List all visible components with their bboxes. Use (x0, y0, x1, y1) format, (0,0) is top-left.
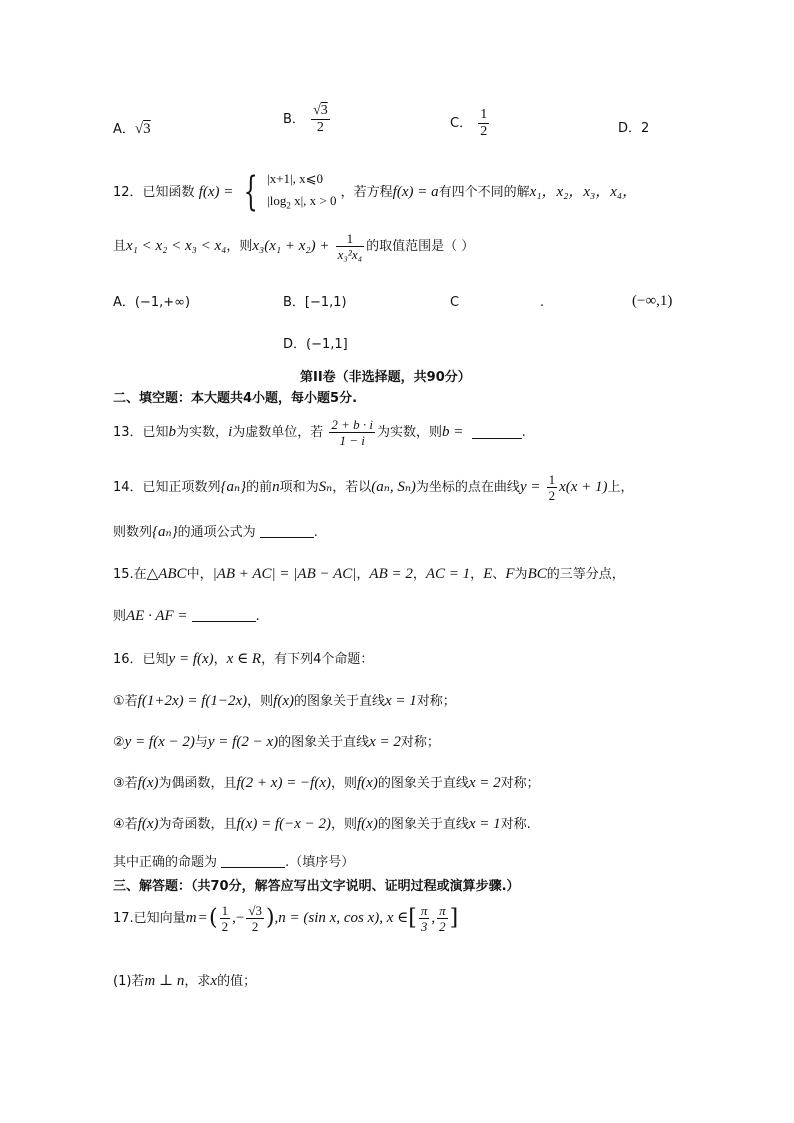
question-text: ，则 (247, 694, 274, 709)
vector-n: ,n = (sin x, cos x), x ∈ (274, 910, 409, 926)
question-text: 与 (194, 735, 208, 750)
question-16 (113, 652, 373, 667)
bracket-open: [ (408, 905, 417, 931)
question-text: 17.已知向量 (113, 911, 186, 926)
question-text: 为坐标的点在曲线 (415, 480, 520, 495)
fraction-numerator: π (439, 903, 446, 918)
q12-option-a: A．(−1,+∞) (113, 295, 191, 310)
case-2-log: |log (267, 193, 287, 208)
function: f(x) (357, 775, 378, 791)
question-text: 项和为 (279, 480, 319, 495)
question-text: 则数列 (113, 525, 153, 540)
fraction-denominator: 2 (311, 119, 330, 135)
fraction-denominator: 2 (246, 918, 264, 933)
q12-option-c-value: (−∞,1) (632, 293, 673, 309)
point: (aₙ, Sₙ) (371, 479, 416, 495)
function-label: f(x) = (198, 183, 234, 200)
question-text: ，有下列4个命题： (261, 652, 374, 667)
question-text: ，若以 (332, 480, 372, 495)
vector-m: m (185, 910, 197, 926)
question-text: ③若 (113, 776, 138, 791)
question-text: 的图象关于直线 (294, 694, 386, 709)
question-text: 16．已知 (113, 652, 169, 667)
function: y = f(x) (168, 651, 214, 667)
function: f(x) (137, 816, 159, 832)
question-text: 、 (492, 567, 506, 582)
point-e: E (483, 566, 493, 582)
question-text: (1)若 (113, 974, 145, 989)
part-2-title: 第II卷（非选择题，共90分） (300, 370, 471, 385)
question-text: ，求 (184, 974, 211, 989)
question-text: ①若 (113, 694, 138, 709)
expression: x₃(x₁ + x₂) + (252, 238, 330, 254)
case-1: |x+1|, x⩽0 (267, 171, 324, 186)
length-ab: AB = 2 (369, 566, 413, 582)
paren-close: ) (265, 905, 275, 931)
proposition-3 (113, 776, 540, 791)
function: f(x) (357, 816, 378, 832)
question-17: 17.已知向量m =( $\frac{1}{2}$ ,− $\frac{√3}{2}$ ),n = (sin x, cos x), x ∈[ $\frac{\pi}{3}$ , $\frac{\pi}{2}$ ] (113, 903, 459, 934)
variables: x₁，x₂，x₃，x₄， (529, 183, 638, 200)
sequence: {aₙ} (220, 479, 247, 495)
function: f(x) (137, 775, 159, 791)
question-text: 有四个不同的解 (438, 184, 530, 200)
question-text: 的前 (246, 480, 273, 495)
question-12-line-2 (113, 232, 474, 261)
fraction-numerator: 1 (548, 472, 556, 487)
question-text: 的图象关于直线 (278, 735, 370, 750)
q11-option-b: B． $\frac{√3}{2}$ (283, 103, 328, 135)
q12-option-d: D．(−1,1] (283, 337, 348, 352)
question-text: 中， (186, 567, 213, 582)
question-text: ， (356, 567, 370, 582)
equation: f(x) = f(−x − 2) (236, 816, 331, 832)
dot-product: AE · AF = (126, 608, 188, 624)
question-14-line-2 (113, 525, 318, 540)
line: x = 2 (468, 775, 501, 791)
q11-option-a: A．√3 (113, 121, 151, 137)
piecewise-brace: { (243, 169, 258, 216)
fraction-numerator: 2 + b · i (331, 417, 374, 432)
question-text: 为实数，则 (377, 425, 443, 440)
answer-blank[interactable] (260, 525, 314, 538)
question-text: 对称. (500, 817, 531, 832)
question-text: 的图象关于直线 (377, 776, 469, 791)
fraction-numerator: 1 (346, 231, 354, 246)
fraction-denominator: 1 − i (329, 432, 375, 447)
answer-blank[interactable] (192, 609, 256, 622)
question-text: 13．已知 (113, 425, 169, 440)
fraction-numerator: √3 (248, 903, 262, 918)
fraction-numerator: 1 (221, 903, 229, 918)
question-text: ，则 (331, 776, 358, 791)
triangle: △ABC (146, 566, 187, 582)
equation: f(x) = a (392, 183, 439, 200)
q12-option-c: C (450, 295, 460, 310)
question-15-line-2 (113, 609, 260, 624)
question-text: 的通项公式为 (177, 525, 256, 540)
fraction-denominator: 2 (548, 488, 556, 503)
option-label: C． (450, 116, 473, 131)
question-text: ，若方程 (340, 184, 393, 200)
question-14 (113, 473, 634, 502)
vector-equation: |AB + AC| = |AB − AC| (212, 566, 357, 582)
question-16-answer (113, 855, 354, 869)
answer-variable: b = (442, 424, 464, 440)
proposition-1 (113, 694, 456, 709)
line: x = 1 (468, 816, 501, 832)
question-text: 的三等分点， (546, 567, 625, 582)
variable: b (168, 424, 177, 440)
question-text: 的值； (217, 974, 257, 989)
point-f: F (505, 566, 515, 582)
question-text: ， (213, 652, 227, 667)
paren-open: ( (209, 905, 218, 931)
fraction-numerator: π (420, 903, 428, 918)
question-text: 为虚数单位，若 (232, 425, 324, 440)
punctuation: . (313, 525, 318, 540)
segment-bc: BC (527, 566, 547, 582)
question-text: 则 (113, 609, 127, 624)
fraction-numerator: 3 (320, 103, 328, 118)
proposition-4 (113, 817, 531, 832)
domain: x ∈ R (226, 651, 262, 667)
sequence: {aₙ} (152, 524, 178, 540)
question-text: ，则 (226, 239, 253, 254)
perpendicular: m ⊥ n (144, 973, 185, 989)
variable: x (210, 973, 218, 989)
line: x = 2 (369, 734, 401, 750)
question-text: 为实数， (176, 425, 229, 440)
equation: f(2 + x) = −f(x) (236, 775, 331, 791)
answer-blank[interactable] (221, 855, 285, 868)
line: x = 1 (385, 693, 417, 709)
question-text: 为奇函数，且 (158, 817, 237, 832)
length-ac: AC = 1 (425, 566, 471, 582)
curve-y: y = (519, 479, 541, 495)
option-label: A． (113, 122, 135, 137)
question-17-part-1 (113, 974, 256, 989)
question-text: ， (412, 567, 426, 582)
question-text: 且 (113, 239, 127, 254)
question-12 (113, 168, 637, 218)
question-text: .（填序号） (285, 855, 355, 870)
question-text: ，则 (331, 817, 358, 832)
q12-option-b: B．[−1,1) (283, 295, 347, 310)
fraction-numerator: 1 (480, 107, 488, 122)
equation: f(1+2x) = f(1−2x) (137, 693, 248, 709)
piecewise-cases (267, 168, 336, 217)
fraction-denominator: 3 (419, 918, 430, 933)
question-text: 的取值范围是（ ） (366, 239, 475, 254)
option-label: B． (283, 112, 305, 127)
separator: ,− (232, 910, 245, 926)
equation: y = f(2 − x) (207, 734, 279, 750)
section-2-heading: 二、填空题：本大题共4小题，每小题5分. (113, 391, 358, 406)
answer-blank[interactable] (472, 426, 522, 439)
question-text: 为偶函数，且 (158, 776, 237, 791)
section-3-heading: 三、解答题：（共70分，解答应写出文字说明、证明过程或演算步骤.） (113, 879, 520, 894)
question-text: ， (470, 567, 484, 582)
punctuation: . (521, 425, 526, 440)
q12-option-c-dot: . (540, 295, 545, 310)
fraction-denominator: 2 (221, 919, 229, 934)
question-text: 12．已知函数 (113, 184, 195, 200)
variable: i (228, 424, 233, 440)
question-text: 其中正确的命题为 (113, 855, 218, 870)
question-text: 对称； (400, 735, 440, 750)
question-text: 对称； (500, 776, 540, 791)
fraction-denominator: 2 (480, 124, 488, 139)
fraction-denominator: 2 (437, 918, 448, 933)
question-15 (113, 567, 625, 582)
case-2-rest: x|, x > 0 (290, 193, 337, 208)
variable: n (272, 479, 280, 495)
q11-option-d: D．2 (618, 121, 650, 136)
equation: y = f(x − 2) (124, 734, 195, 750)
question-text: 的图象关于直线 (377, 817, 469, 832)
question-13 (113, 418, 526, 447)
proposition-2 (113, 735, 440, 750)
question-text: 上， (607, 480, 634, 495)
question-text: 14．已知正项数列 (113, 480, 221, 495)
curve-expression: x(x + 1) (559, 479, 608, 495)
q11-option-c (450, 108, 491, 139)
variable: Sₙ (318, 479, 333, 495)
function: f(x) (273, 693, 294, 709)
bracket-close: ] (449, 905, 459, 931)
fraction-denominator: x₃²x₄ (337, 247, 363, 262)
punctuation: . (255, 609, 260, 624)
log-base: 2 (286, 200, 291, 211)
question-text: ② (113, 735, 125, 750)
option-value: 3 (143, 121, 151, 137)
equals-sign: = (198, 910, 207, 926)
inequality: x₁ < x₂ < x₃ < x₄ (126, 238, 227, 254)
question-text: 15.在 (113, 567, 147, 582)
question-text: 对称； (416, 694, 456, 709)
question-text: 为 (514, 567, 528, 582)
question-text: ④若 (113, 817, 138, 832)
